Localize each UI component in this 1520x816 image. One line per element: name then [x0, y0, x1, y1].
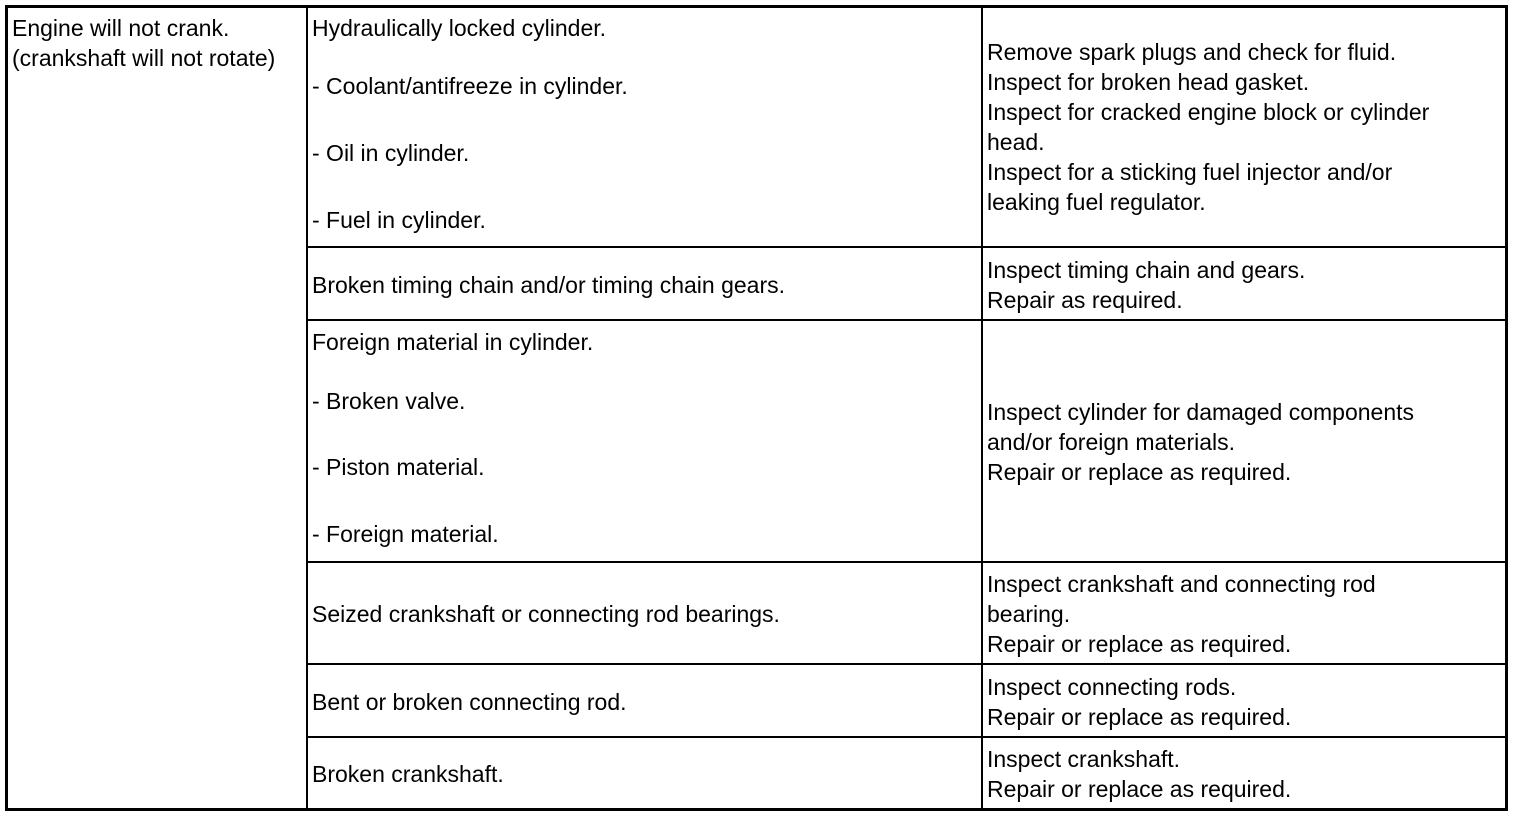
- correction-line: Repair as required.: [987, 286, 1183, 313]
- correction-line: Inspect for a sticking fuel injector and/or: [987, 158, 1393, 185]
- cause-item: - Fuel in cylinder.: [312, 207, 486, 233]
- cause-heading: Bent or broken connecting rod.: [312, 688, 627, 715]
- cause-item: - Foreign material.: [312, 521, 499, 547]
- correction-cell: [987, 249, 1502, 320]
- cause-heading: Hydraulically locked cylinder.: [312, 15, 607, 41]
- correction-line: bearing.: [987, 601, 1071, 627]
- correction-line: Repair or replace as required.: [987, 776, 1292, 802]
- cause-cell: [312, 249, 972, 320]
- cause-cell: [312, 739, 972, 809]
- correction-line: Inspect for broken head gasket.: [987, 68, 1310, 95]
- cause-heading: Foreign material in cylinder.: [312, 329, 594, 355]
- correction-line: Inspect timing chain and gears.: [987, 256, 1306, 283]
- correction-line: Repair or replace as required.: [987, 459, 1292, 485]
- cause-item: - Coolant/antifreeze in cylinder.: [312, 73, 628, 99]
- correction-line: Inspect for cracked engine block or cylinder: [987, 98, 1430, 125]
- column-divider: [981, 8, 983, 808]
- correction-line: head.: [987, 128, 1045, 155]
- cause-cell: [312, 564, 972, 664]
- symptom-line-1: Engine will not crank.: [12, 15, 230, 41]
- cause-cell: [312, 666, 972, 737]
- correction-line: Inspect cylinder for damaged components: [987, 399, 1415, 425]
- column-divider: [306, 8, 308, 808]
- cause-heading: Broken crankshaft.: [312, 761, 504, 787]
- cause-item: - Oil in cylinder.: [312, 140, 470, 166]
- correction-cell: [987, 8, 1502, 245]
- correction-line: Inspect connecting rods.: [987, 673, 1237, 700]
- symptom-line-2: (crankshaft will not rotate): [12, 45, 276, 71]
- correction-cell: [987, 564, 1502, 664]
- correction-line: and/or foreign materials.: [987, 429, 1236, 455]
- cause-item: - Piston material.: [312, 454, 485, 480]
- correction-line: Inspect crankshaft and connecting rod: [987, 571, 1376, 597]
- correction-line: Repair or replace as required.: [987, 631, 1292, 657]
- correction-cell: [987, 322, 1502, 562]
- correction-line: Repair or replace as required.: [987, 703, 1292, 730]
- cause-heading: Seized crankshaft or connecting rod bearings.: [312, 601, 780, 627]
- correction-cell: [987, 739, 1502, 809]
- correction-line: Inspect crankshaft.: [987, 746, 1181, 772]
- correction-cell: [987, 666, 1502, 737]
- correction-line: Remove spark plugs and check for fluid.: [987, 38, 1397, 65]
- row-divider: [306, 246, 1505, 248]
- correction-line: leaking fuel regulator.: [987, 188, 1206, 215]
- cause-item: - Broken valve.: [312, 388, 466, 414]
- cause-heading: Broken timing chain and/or timing chain gears.: [312, 271, 786, 298]
